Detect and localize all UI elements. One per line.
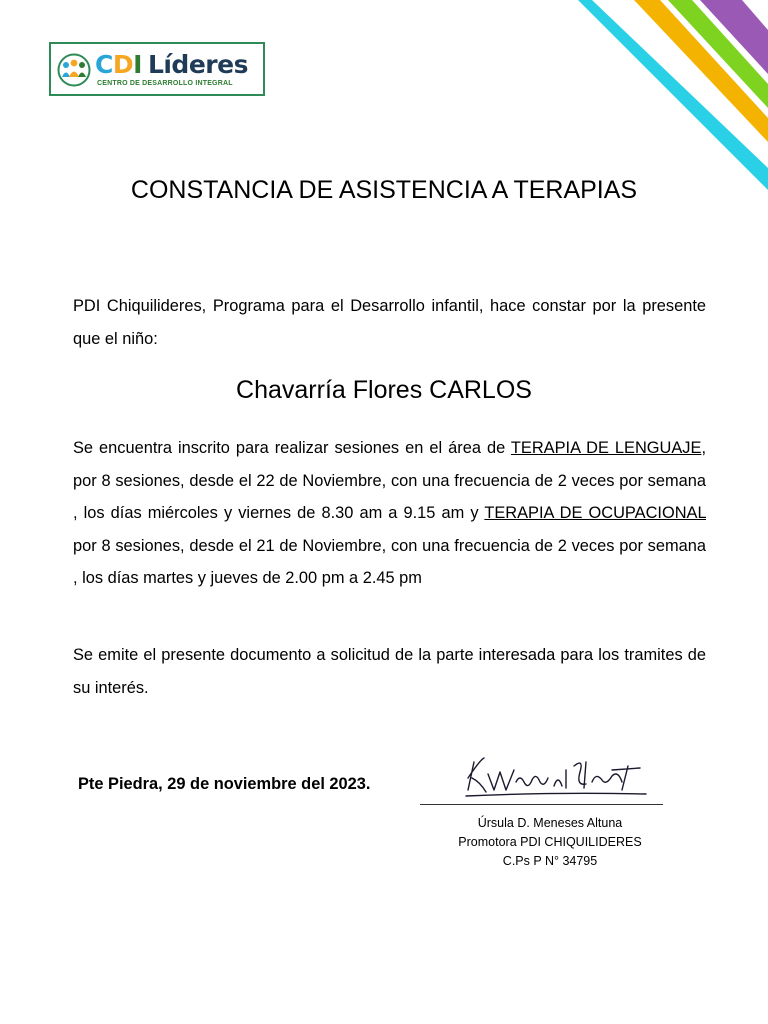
signer-role: Promotora PDI CHIQUILIDERES [458,835,642,849]
document-title: CONSTANCIA DE ASISTENCIA A TERAPIAS [130,176,638,204]
logo-brand-text [95,50,248,80]
people-icon [57,53,91,87]
place-date: Pte Piedra, 29 de noviembre del 2023. [78,775,371,793]
signature-line [420,804,663,805]
body-p1-end: por 8 sesiones, desde el 21 de Noviembre, con una frecuencia de 2 veces por semana , los días martes y jueves de 2.00 pm a 2.45 pm [73,536,706,587]
logo-brand-lideres: Líderes [147,50,248,79]
intro-paragraph: PDI Chiquilideres, Programa para el Desarrollo infantil, hace constar por la presente que el niño: [73,297,706,348]
body-p1-start: Se encuentra inscrito para realizar sesiones en el área de [73,439,511,457]
cdi-lideres-logo [49,42,265,96]
body-paragraph-1 [73,432,706,595]
signer-license: C.Ps P N° 34795 [502,854,598,868]
logo-brand-cdi: CDI [95,50,142,79]
logo-subtitle: CENTRO DE DESARROLLO INTEGRAL [97,80,233,87]
decorative-stripes [568,0,768,190]
therapy-1: TERAPIA DE LENGUAJE [510,439,702,457]
body-paragraph-2: Se emite el presente documento a solicitud de la parte interesada para los tramites de su interés. [73,646,706,697]
child-name: Chavarría Flores CARLOS [236,376,532,404]
body-p1-mid: , por 8 sesiones, desde el 22 de Noviembre, con una frecuencia de 2 veces por semana , los días miércoles y viernes de 8.30 am a 9.15 am y [73,439,706,522]
signer-name: Úrsula D. Meneses Altuna [477,816,623,830]
therapy-2: TERAPIA DE OCUPACIONAL [484,504,706,522]
handwritten-signature [462,752,648,800]
